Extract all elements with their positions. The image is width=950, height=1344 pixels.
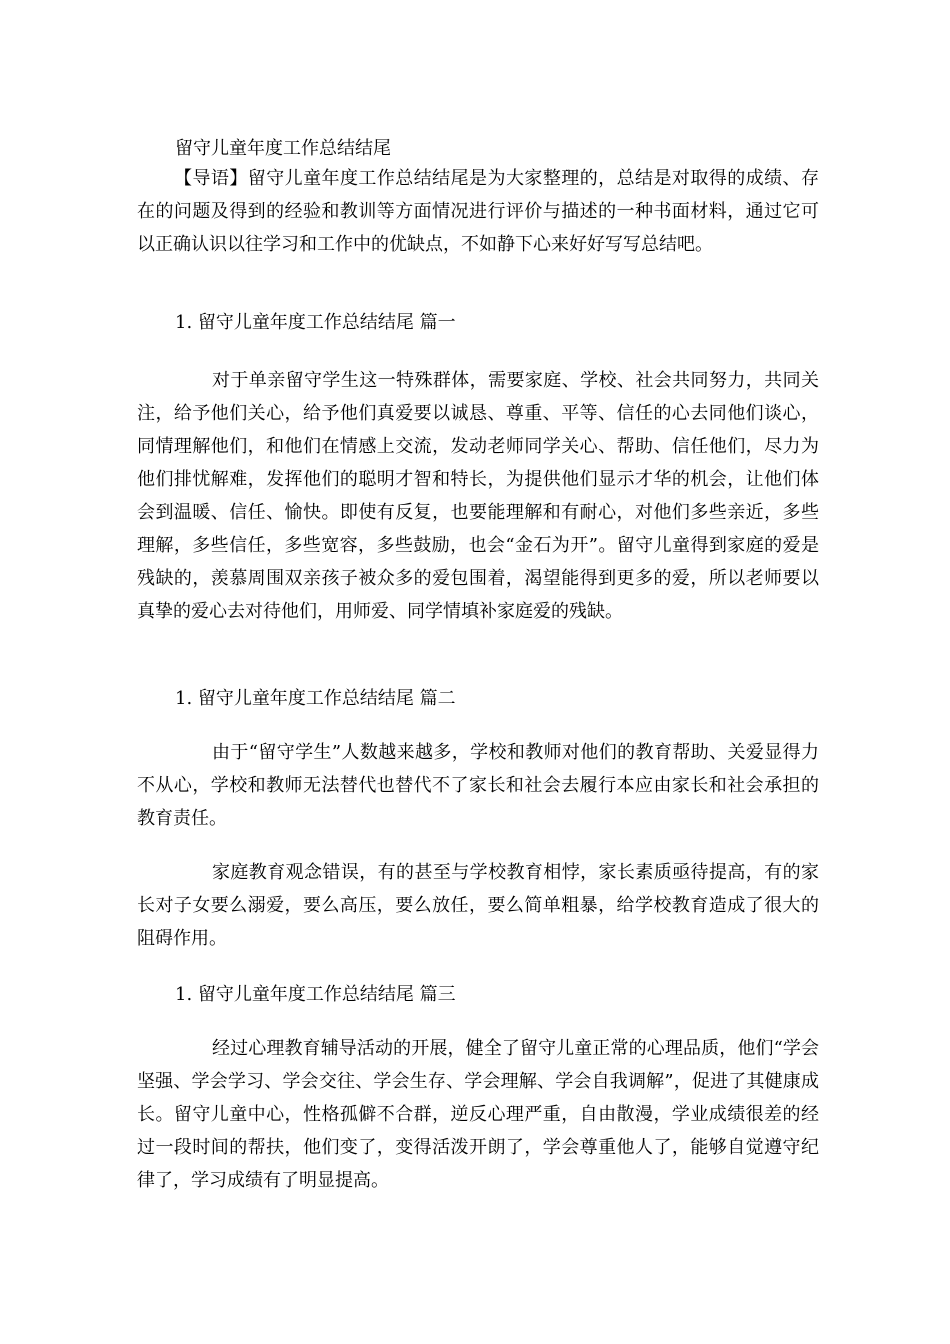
section-2-paragraph-2: 家庭教育观念错误，有的甚至与学校教育相悖，家长素质亟待提高，有的家长对子女要么溺爱，要么高压，要么放任，要么简单粗暴，给学校教育造成了很大的阻碍作用。	[137, 862, 819, 949]
section-heading-1: 1. 留守儿童年度工作总结结尾 篇一	[175, 312, 456, 333]
intro-paragraph: 【导语】留守儿童年度工作总结结尾是为大家整理的，总结是对取得的成绩、存在的问题及得到的经验和教训等方面情况进行评价与描述的一种书面材料，通过它可以正确认识以往学习和工作中的优缺点，不如静下心来好好写写总结吧。	[137, 168, 819, 255]
section-1-paragraph-1: 对于单亲留守学生这一特殊群体，需要家庭、学校、社会共同努力，共同关注，给予他们关心，给予他们真爱要以诚恳、尊重、平等、信任的心去同他们谈心，同情理解他们，和他们在情感上交流，发动老师同学关心、帮助、信任他们，尽力为他们排忧解难，发挥他们的聪明才智和特长，为提供他们显示才华的机会，让他们体会到温暖、信任、愉快。即使有反复，也要能理解和有耐心，对他们多些亲近，多些理解，多些信任，多些宽容，多些鼓励，也会“金石为开”。留守儿童得到家庭的爱是残缺的，羡慕周围双亲孩子被众多的爱包围着，渴望能得到更多的爱，所以老师要以真挚的爱心去对待他们，用师爱、同学情填补家庭爱的残缺。	[137, 370, 819, 622]
section-3-paragraph-1: 经过心理教育辅导活动的开展，健全了留守儿童正常的心理品质，他们“学会坚强、学会学习、学会交往、学会生存、学会理解、学会自我调解”，促进了其健康成长。留守儿童中心，性格孤僻不合群，逆反心理严重，自由散漫，学业成绩很差的经过一段时间的帮扶，他们变了，变得活泼开朗了，学会尊重他人了，能够自觉遵守纪律了，学习成绩有了明显提高。	[137, 1038, 819, 1191]
document-title: 留守儿童年度工作总结结尾	[175, 138, 391, 159]
section-2-paragraph-1: 由于“留守学生”人数越来越多，学校和教师对他们的教育帮助、关爱显得力不从心，学校和教师无法替代也替代不了家长和社会去履行本应由家长和社会承担的教育责任。	[137, 742, 819, 829]
section-heading-2: 1. 留守儿童年度工作总结结尾 篇二	[175, 688, 456, 709]
section-heading-3: 1. 留守儿童年度工作总结结尾 篇三	[175, 984, 456, 1005]
